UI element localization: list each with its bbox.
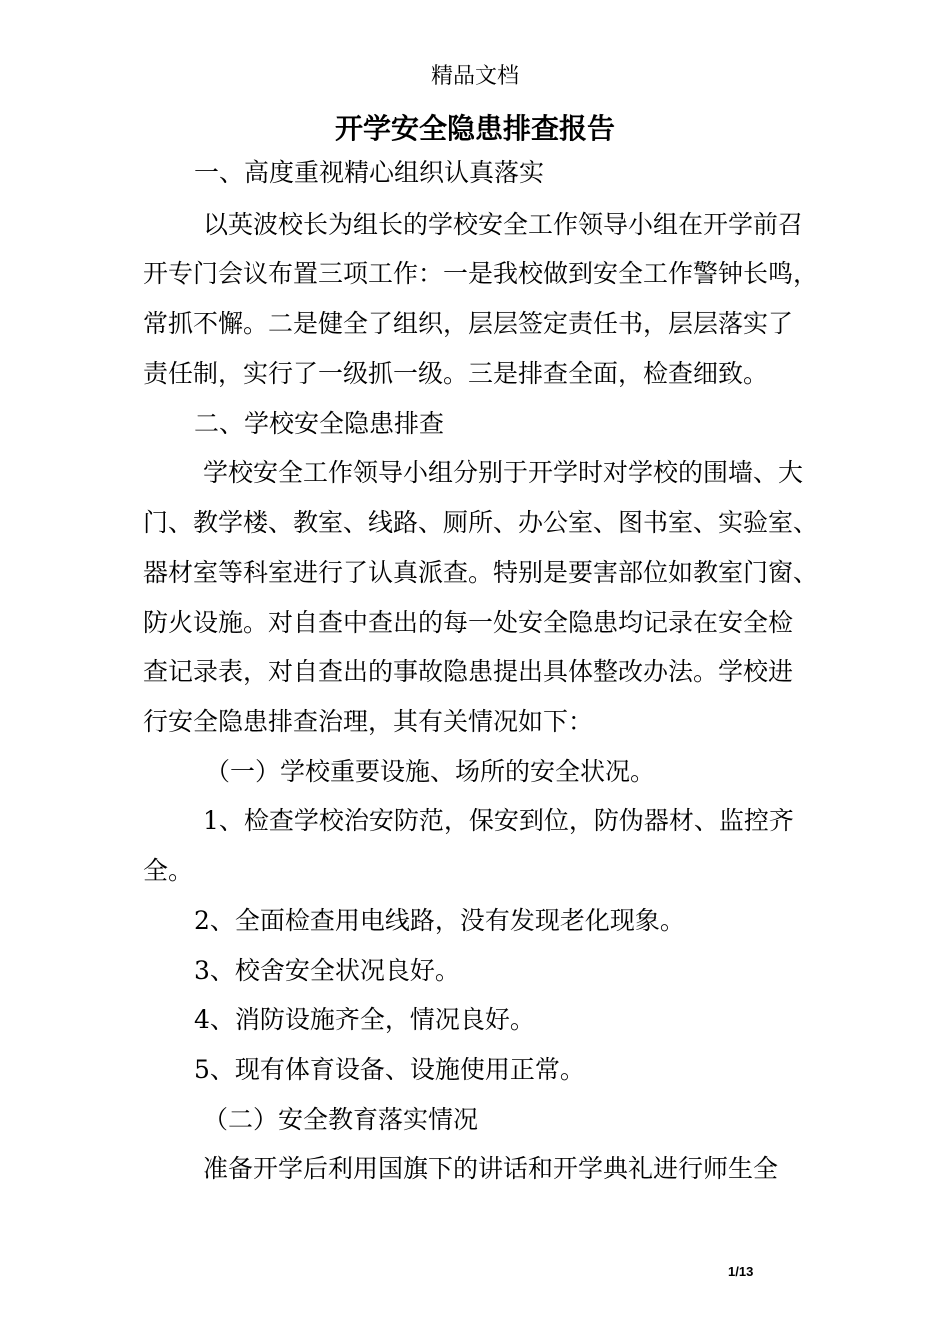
paragraph-line: 常抓不懈。二是健全了组织，层层签定责任书，层层落实了 [143,309,794,338]
paragraph-line: 开专门会议布置三项工作：一是我校做到安全工作警钟长鸣， [143,259,819,288]
list-item: 2、全面检查用电线路，没有发现老化现象。 [194,906,685,935]
subsection-heading-2: （二）安全教育落实情况 [203,1105,479,1134]
list-item: 4、消防设施齐全，情况良好。 [194,1005,535,1034]
paragraph-line: 准备开学后利用国旗下的讲话和开学典礼进行师生全 [203,1154,779,1183]
document-title: 开学安全隐患排查报告 [334,112,615,145]
page-header: 精品文档 [430,64,519,89]
section-heading-2: 二、学校安全隐患排查 [194,409,445,438]
list-item: 5、现有体育设备、设施使用正常。 [194,1055,585,1084]
paragraph-line: 行安全隐患排查治理，其有关情况如下： [143,707,594,736]
section-heading-1: 一、高度重视精心组织认真落实 [194,158,545,187]
paragraph-line: 学校安全工作领导小组分别于开学时对学校的围墙、大 [203,458,804,487]
paragraph-line: 门、教学楼、教室、线路、厕所、办公室、图书室、实验室、 [143,508,819,537]
page-number: 1/13 [728,1264,754,1279]
paragraph-line: 查记录表，对自查出的事故隐患提出具体整改办法。学校进 [143,657,794,686]
paragraph-line: 器材室等科室进行了认真派查。特别是要害部位如教室门窗、 [143,558,819,587]
list-item: 3、校舍安全状况良好。 [194,956,460,985]
list-item-continuation: 全。 [143,856,194,885]
subsection-heading-1: （一）学校重要设施、场所的安全状况。 [205,757,656,786]
list-item: 1、检查学校治安防范，保安到位，防伪器材、监控齐 [203,806,794,835]
paragraph-line: 防火设施。对自查中查出的每一处安全隐患均记录在安全检 [143,608,794,637]
paragraph-line: 以英波校长为组长的学校安全工作领导小组在开学前召 [203,210,804,239]
paragraph-line: 责任制，实行了一级抓一级。三是排查全面，检查细致。 [143,359,769,388]
